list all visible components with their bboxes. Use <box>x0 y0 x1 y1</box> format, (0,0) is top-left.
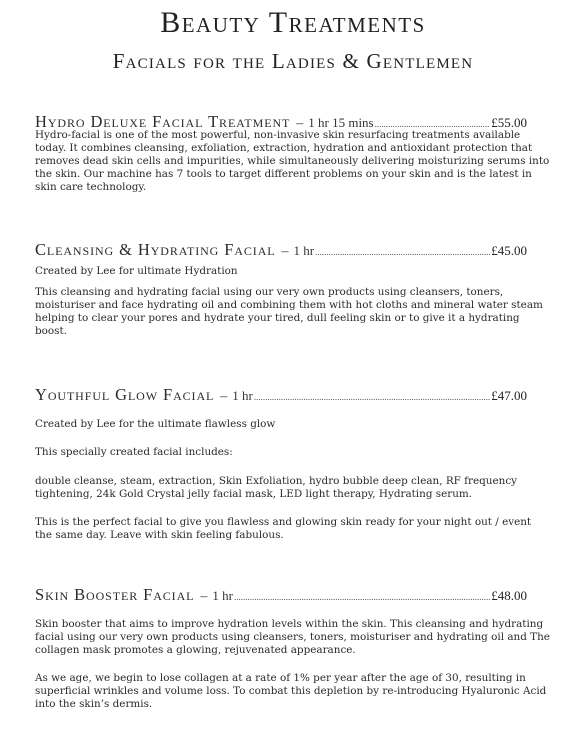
treatment-price: £47.00 <box>491 388 527 403</box>
treatment-dash: – <box>281 244 289 259</box>
treatment-collagen-info: As we age, we begin to lose collagen at a rate of 1% per year after the age of 30, resulting in superficial wrinkles and volume loss. To combat this depletion by re-introducing Hyaluronic Acid into the skin’s dermis. <box>35 672 547 710</box>
treatment-includes-list: double cleanse, steam, extraction, Skin Exfoliation, hydro bubble deep clean, RF frequency tightening, 24k Gold Crystal jelly facial mask, LED light therapy, Hydrating serum. <box>35 475 518 500</box>
treatment-description: This cleansing and hydrating facial using our very own products using cleansers, toners, moisturiser and face hydrating oil and combining them with hot cloths and mineral water steam helping to clear your pores and hydrate your tired, dull feeling skin or to give it a hydrating boost. <box>35 286 543 337</box>
dot-leader <box>315 247 490 257</box>
treatment-dash: – <box>296 116 304 131</box>
treatment-heading-youthful-glow <box>35 385 527 405</box>
treatment-tagline: Created by Lee for the ultimate flawless glow <box>35 418 276 430</box>
dot-leader <box>375 119 491 129</box>
treatment-name: Hydro Deluxe Facial Treatment <box>35 112 291 131</box>
treatment-tagline: Created by Lee for ultimate Hydration <box>35 265 238 277</box>
treatment-duration: 1 hr <box>293 243 315 258</box>
treatment-description: Hydro-facial is one of the most powerful, non-invasive skin resurfacing treatments available today. It combines cleansing, exfoliation, extraction, hydration and antioxidant protection that removes dead skin cells and impurities, while simultaneously delivering moisturizing serums into the skin. Our machine has 7 tools to target different problems on your skin and is the latest in skin care technology. <box>35 129 550 193</box>
treatment-duration: 1 hr <box>232 388 253 403</box>
treatment-dash: – <box>220 389 228 404</box>
dot-leader <box>254 392 490 402</box>
treatment-heading-skin-booster <box>35 585 527 605</box>
dot-leader <box>234 592 490 602</box>
treatment-duration: 1 hr <box>212 588 233 603</box>
treatment-description: Skin booster that aims to improve hydration levels within the skin. This cleansing and hydrating facial using our very own products using cleansers, toners, moisturiser and hydrating oil and The collagen mask promotes a glowing, rejuvenated appearance. <box>35 618 550 656</box>
treatment-name: Skin Booster Facial <box>35 585 195 604</box>
treatment-heading-cleansing-hydrating <box>35 240 527 260</box>
treatment-name: Youthful Glow Facial <box>35 385 215 404</box>
treatment-dash: – <box>200 589 208 604</box>
treatment-price: £48.00 <box>491 588 527 603</box>
treatment-price: £45.00 <box>491 243 527 258</box>
treatment-intro: This specially created facial includes: <box>35 446 233 458</box>
treatment-duration: 1 hr 15 mins <box>308 115 374 130</box>
page-subtitle: Facials for the Ladies & Gentlemen <box>112 49 474 73</box>
treatment-description: This is the perfect facial to give you flawless and glowing skin ready for your night out / event the same day. Leave with skin feeling fabulous. <box>35 516 532 541</box>
treatment-price: £55.00 <box>491 115 527 130</box>
treatment-name: Cleansing & Hydrating Facial <box>35 240 276 259</box>
page-title: Beauty Treatments <box>160 6 426 39</box>
